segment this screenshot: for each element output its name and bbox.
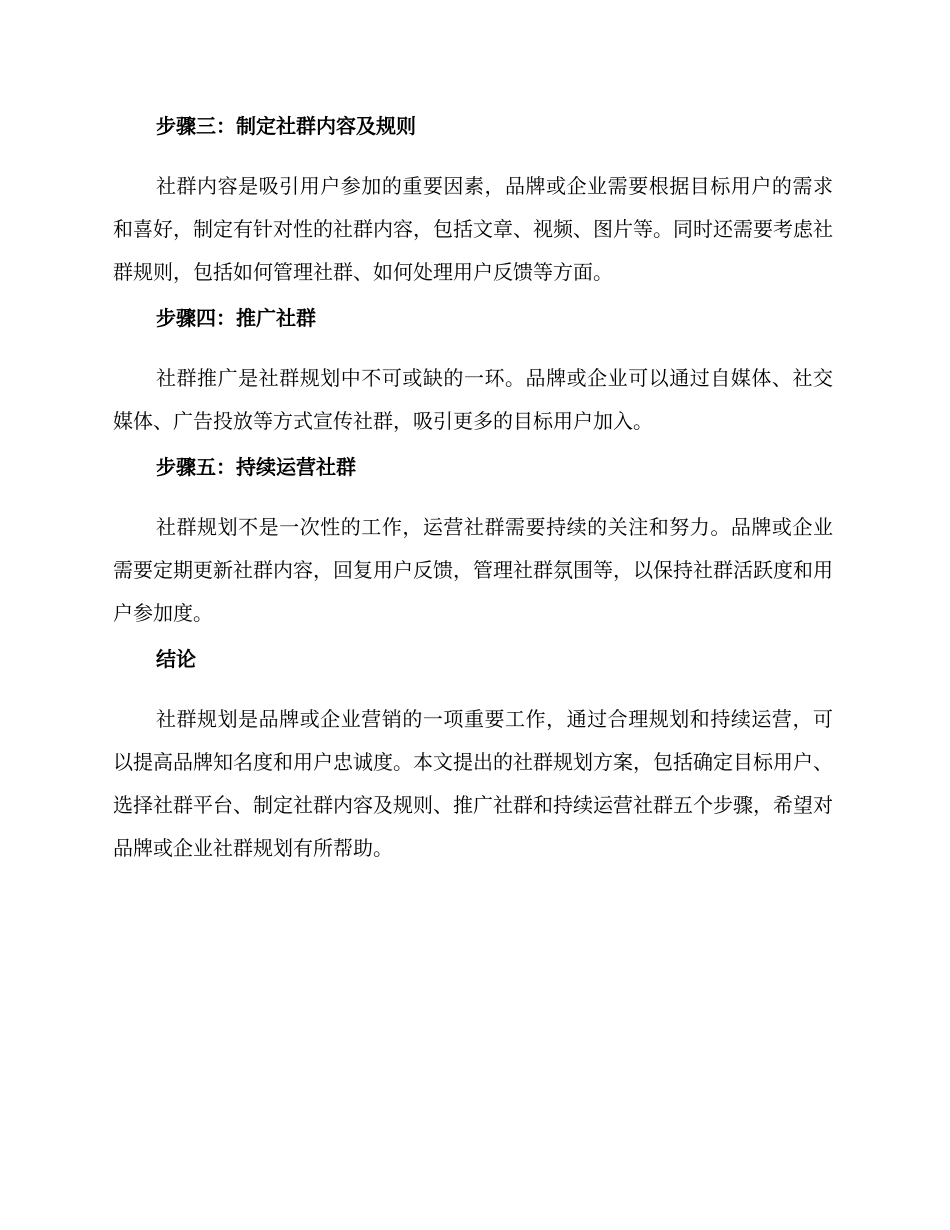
- section-paragraph-step-4: 社群推广是社群规划中不可或缺的一环。品牌或企业可以通过自媒体、社交媒体、广告投放等方式宣传社群，吸引更多的目标用户加入。: [113, 366, 833, 433]
- section-heading-step-5: 步骤五：持续运营社群: [156, 455, 356, 479]
- document-body: [113, 110, 833, 870]
- section-heading-conclusion: 结论: [156, 647, 196, 671]
- section-paragraph-step-3: 社群内容是吸引用户参加的重要因素，品牌或企业需要根据目标用户的需求和喜好，制定有针对性的社群内容，包括文章、视频、图片等。同时还需要考虑社群规则，包括如何管理社群、如何处理用户反馈等方面。: [113, 174, 833, 284]
- section-heading-step-4: 步骤四：推广社群: [156, 306, 316, 330]
- section-heading-step-3: 步骤三：制定社群内容及规则: [156, 114, 416, 138]
- section-paragraph-step-5: 社群规划不是一次性的工作，运营社群需要持续的关注和努力。品牌或企业需要定期更新社群内容，回复用户反馈，管理社群氛围等，以保持社群活跃度和用户参加度。: [113, 515, 833, 625]
- section-paragraph-conclusion: 社群规划是品牌或企业营销的一项重要工作，通过合理规划和持续运营，可以提高品牌知名度和用户忠诚度。本文提出的社群规划方案，包括确定目标用户、选择社群平台、制定社群内容及规则、推广社群和持续运营社群五个步骤，希望对品牌或企业社群规划有所帮助。: [113, 707, 833, 860]
